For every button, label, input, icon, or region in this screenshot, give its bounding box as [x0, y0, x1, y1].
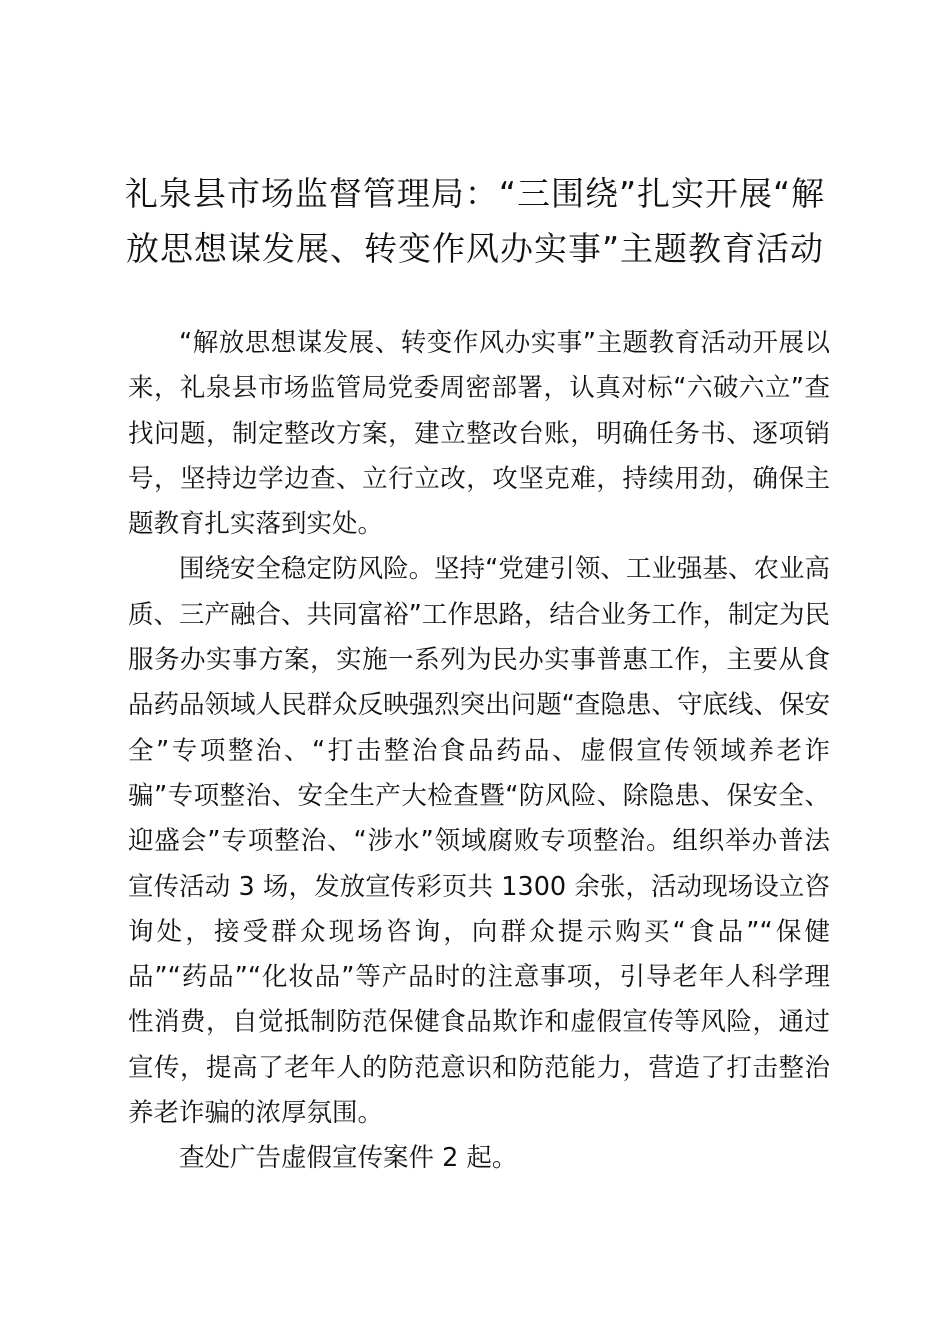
document-title: 礼泉县市场监督管理局：“三围绕”扎实开展“解放思想谋发展、转变作风办实事”主题教育活动	[124, 174, 826, 268]
paragraph-false-advertising-cases: 查处广告虚假宣传案件 2 起。	[179, 1143, 518, 1174]
document-body	[128, 321, 830, 1182]
paragraph-intro: “解放思想谋发展、转变作风办实事”主题教育活动开展以来，礼泉县市场监管局党委周密部署，认真对标“六破六立”查找问题，制定整改方案，建立整改台账，明确任务书、逐项销号，坚持边学边查、立行立改，攻坚克难，持续用劲，确保主题教育扎实落到实处。	[128, 328, 830, 540]
paragraph-safety-stability: 围绕安全稳定防风险。坚持“党建引领、工业强基、农业高质、三产融合、共同富裕”工作思路，结合业务工作，制定为民服务办实事方案，实施一系列为民办实事普惠工作，主要从食品药品领域人民群众反映强烈突出问题“查隐患、守底线、保安全”专项整治、“打击整治食品药品、虚假宣传领域养老诈骗”专项整治、安全生产大检查暨“防风险、除隐患、保安全、迎盛会”专项整治、“涉水”领域腐败专项整治。组织举办普法宣传活动 3 场，发放宣传彩页共 1300 余张，活动现场设立咨询处，接受群众现场咨询，向群众提示购买“食品”“保健品”“药品”“化妆品”等产品时的注意事项，引导老年人科学理性消费，自觉抵制防范保健食品欺诈和虚假宣传等风险，通过宣传，提高了老年人的防范意识和防范能力，营造了打击整治养老诈骗的浓厚氛围。	[128, 554, 830, 1129]
